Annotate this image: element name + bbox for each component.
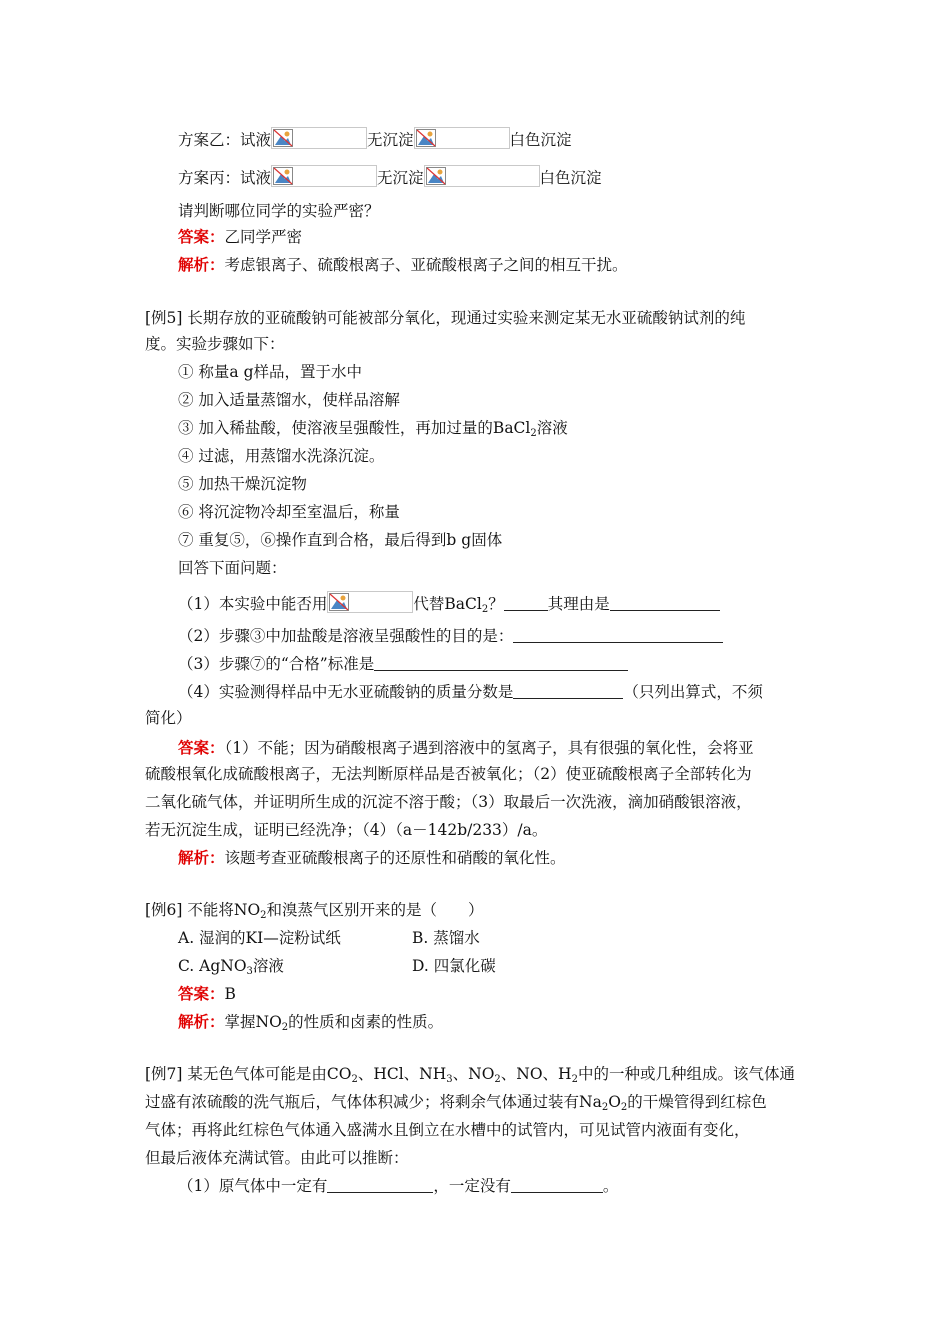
ex5-q2-text: （2）步骤③中加盐酸是溶液呈强酸性的目的是： [178, 627, 514, 645]
answer-blank[interactable] [513, 626, 723, 643]
ex5-intro-2: 度。实验步骤如下： [145, 335, 285, 353]
broken-image-icon [414, 127, 510, 149]
ex6-option-c-text: C. AgNO [178, 957, 247, 975]
subscript: 2 [481, 604, 489, 615]
answer-label: 答案： [178, 227, 225, 246]
ex5-answer-text-1: （1）不能；因为硝酸根离子遇到溶液中的氢离子，具有很强的氧化性，会将亚 [224, 739, 754, 757]
ex5-intro-1: [例5] 长期存放的亚硫酸钠可能被部分氧化，现通过实验来测定某无水亚硫酸钠试剂的纯 [145, 309, 746, 327]
ex7-q1 [178, 1175, 618, 1197]
ex5-answer-line-2: 硫酸根氧化成硫酸根离子，无法判断原样品是否被氧化；（2）使亚硫酸根离子全部转化为 [145, 765, 752, 783]
ex5-q4-tail2: 简化） [145, 709, 192, 727]
subscript: 2 [281, 1022, 289, 1033]
ex5-q4-text: （4）实验测得样品中无水亚硫酸钠的质量分数是 [178, 683, 514, 701]
answer-blank[interactable] [327, 1176, 433, 1193]
ex5-step-5: ⑤ 加热干燥沉淀物 [178, 475, 307, 493]
subscript: 2 [571, 1074, 578, 1085]
ex6-stem [145, 899, 484, 921]
answer-label: 答案： [178, 738, 225, 757]
broken-image-icon [271, 127, 367, 149]
ex5-q1-reason: 其理由是 [547, 595, 610, 613]
analysis-label: 解析： [178, 255, 225, 274]
answer-blank[interactable] [511, 1176, 603, 1193]
ex5-q1-post: ？ [488, 595, 504, 613]
ex5-q1 [178, 591, 720, 615]
ex5-q4 [178, 681, 763, 703]
ex5-q1-text: （1）本实验中能否用 [178, 595, 328, 613]
ex6-analysis-text: 掌握NO [224, 1013, 282, 1031]
ex5-analysis-line [178, 847, 566, 869]
subscript: 2 [620, 1102, 628, 1113]
plan-b-end: 白色沉淀 [509, 131, 572, 149]
plan-c-mid: 无沉淀 [377, 169, 424, 187]
ex4-question: 请判断哪位同学的实验严密？ [178, 202, 380, 220]
subscript: 2 [530, 428, 537, 439]
ex5-q4-tail: （只列出算式，不须 [623, 683, 763, 701]
ex6-option-c [178, 955, 284, 977]
subscript: 2 [260, 910, 267, 921]
ex5-step-6: ⑥ 将沉淀物冷却至室温后，称量 [178, 503, 400, 521]
ex7-line-4: 但最后液体充满试管。由此可以推断： [145, 1149, 409, 1167]
subscript: 2 [494, 1074, 501, 1085]
broken-image-icon [424, 165, 540, 187]
ex5-step-4: ④ 过滤，用蒸馏水洗涤沉淀。 [178, 447, 385, 465]
ex4-analysis: 考虑银离子、硫酸根离子、亚硫酸根离子之间的相互干扰。 [224, 256, 628, 274]
ex7-line-1 [145, 1063, 795, 1085]
analysis-label: 解析： [178, 1012, 225, 1031]
analysis-label: 解析： [178, 848, 225, 867]
ex7-text: [例7] 某无色气体可能是由CO [145, 1065, 352, 1083]
ex7-text: 、HCl、NH [357, 1065, 447, 1083]
ex6-answer-line [178, 983, 236, 1005]
ex5-answer-line-4: 若无沉淀生成，证明已经洗净；（4）（a－142b/233）/a。 [145, 821, 548, 839]
ex7-q1-mid: ，一定没有 [433, 1177, 511, 1195]
ex5-q3 [178, 653, 628, 675]
ex5-answer-line-1 [178, 737, 754, 759]
subscript: 3 [446, 1074, 453, 1085]
ex5-q3-text: （3）步骤⑦的“合格”标准是 [178, 655, 375, 673]
ex7-text: 过盛有浓硫酸的洗气瓶后，气体体积减少；将剩余气体通过装有Na [145, 1093, 602, 1111]
ex7-line-3: 气体；再将此红棕色气体通入盛满水且倒立在水槽中的试管内，可见试管内液面有变化， [145, 1121, 750, 1139]
ex7-text: 中的一种或几种组成。该气体通 [577, 1065, 795, 1083]
broken-image-icon [327, 591, 413, 613]
ex4-answer-line [178, 226, 302, 248]
ex6-option-d: D. 四氯化碳 [412, 957, 496, 975]
answer-blank[interactable] [374, 654, 628, 671]
ex7-q1-end: 。 [602, 1177, 619, 1195]
answer-label: 答案： [178, 984, 225, 1003]
answer-blank[interactable] [504, 594, 548, 611]
ex7-text: 、NO、H [500, 1065, 572, 1083]
ex7-text: 的干燥管得到红棕色 [627, 1093, 767, 1111]
ex5-step-3 [178, 417, 568, 439]
ex7-text: 、NO [452, 1065, 495, 1083]
ex7-q1-text: （1）原气体中一定有 [178, 1177, 328, 1195]
plan-b-mid: 无沉淀 [367, 131, 414, 149]
ex5-step-3-text: ③ 加入稀盐酸，使溶液呈强酸性，再加过量的BaCl [178, 419, 531, 437]
ex6-stem-tail: 和溴蒸气区别开来的是（ ） [266, 901, 484, 919]
subscript: 2 [351, 1074, 358, 1085]
ex6-answer: B [224, 985, 236, 1003]
ex5-q2 [178, 625, 723, 647]
ex5-answer-line-3: 二氧化硫气体，并证明所生成的沉淀不溶于酸；（3）取最后一次洗液，滴加硝酸银溶液， [145, 793, 752, 811]
plan-c-end: 白色沉淀 [539, 169, 602, 187]
ex5-answer-prompt: 回答下面问题： [178, 559, 287, 577]
ex6-analysis-line [178, 1011, 443, 1033]
ex5-q1-mid: 代替BaCl [413, 595, 482, 613]
subscript: 2 [601, 1102, 609, 1113]
ex6-option-a: A. 湿润的KI—淀粉试纸 [178, 929, 341, 947]
ex7-line-2 [145, 1091, 767, 1113]
ex6-option-c-tail: 溶液 [252, 957, 284, 975]
ex5-step-3-tail: 溶液 [536, 419, 568, 437]
ex5-step-1: ① 称量a g样品，置于水中 [178, 363, 363, 381]
ex4-analysis-line [178, 254, 628, 276]
plan-c-label: 方案丙：试液 [178, 169, 272, 187]
ex6-stem-text: [例6] 不能将NO [145, 901, 261, 919]
plan-b-label: 方案乙：试液 [178, 131, 272, 149]
broken-image-icon [271, 165, 377, 187]
ex5-analysis: 该题考查亚硫酸根离子的还原性和硝酸的氧化性。 [224, 849, 566, 867]
subscript: 3 [246, 966, 253, 977]
ex6-option-b: B. 蒸馏水 [412, 929, 480, 947]
answer-blank[interactable] [513, 682, 623, 699]
ex7-text: O [608, 1093, 621, 1111]
ex6-analysis-tail: 的性质和卤素的性质。 [288, 1013, 444, 1031]
ex4-answer: 乙同学严密 [224, 228, 303, 246]
plan-b-line [178, 127, 572, 151]
plan-c-line [178, 165, 602, 189]
answer-blank[interactable] [610, 594, 720, 611]
ex5-step-7: ⑦ 重复⑤，⑥操作直到合格，最后得到b g固体 [178, 531, 503, 549]
ex5-step-2: ② 加入适量蒸馏水，使样品溶解 [178, 391, 400, 409]
